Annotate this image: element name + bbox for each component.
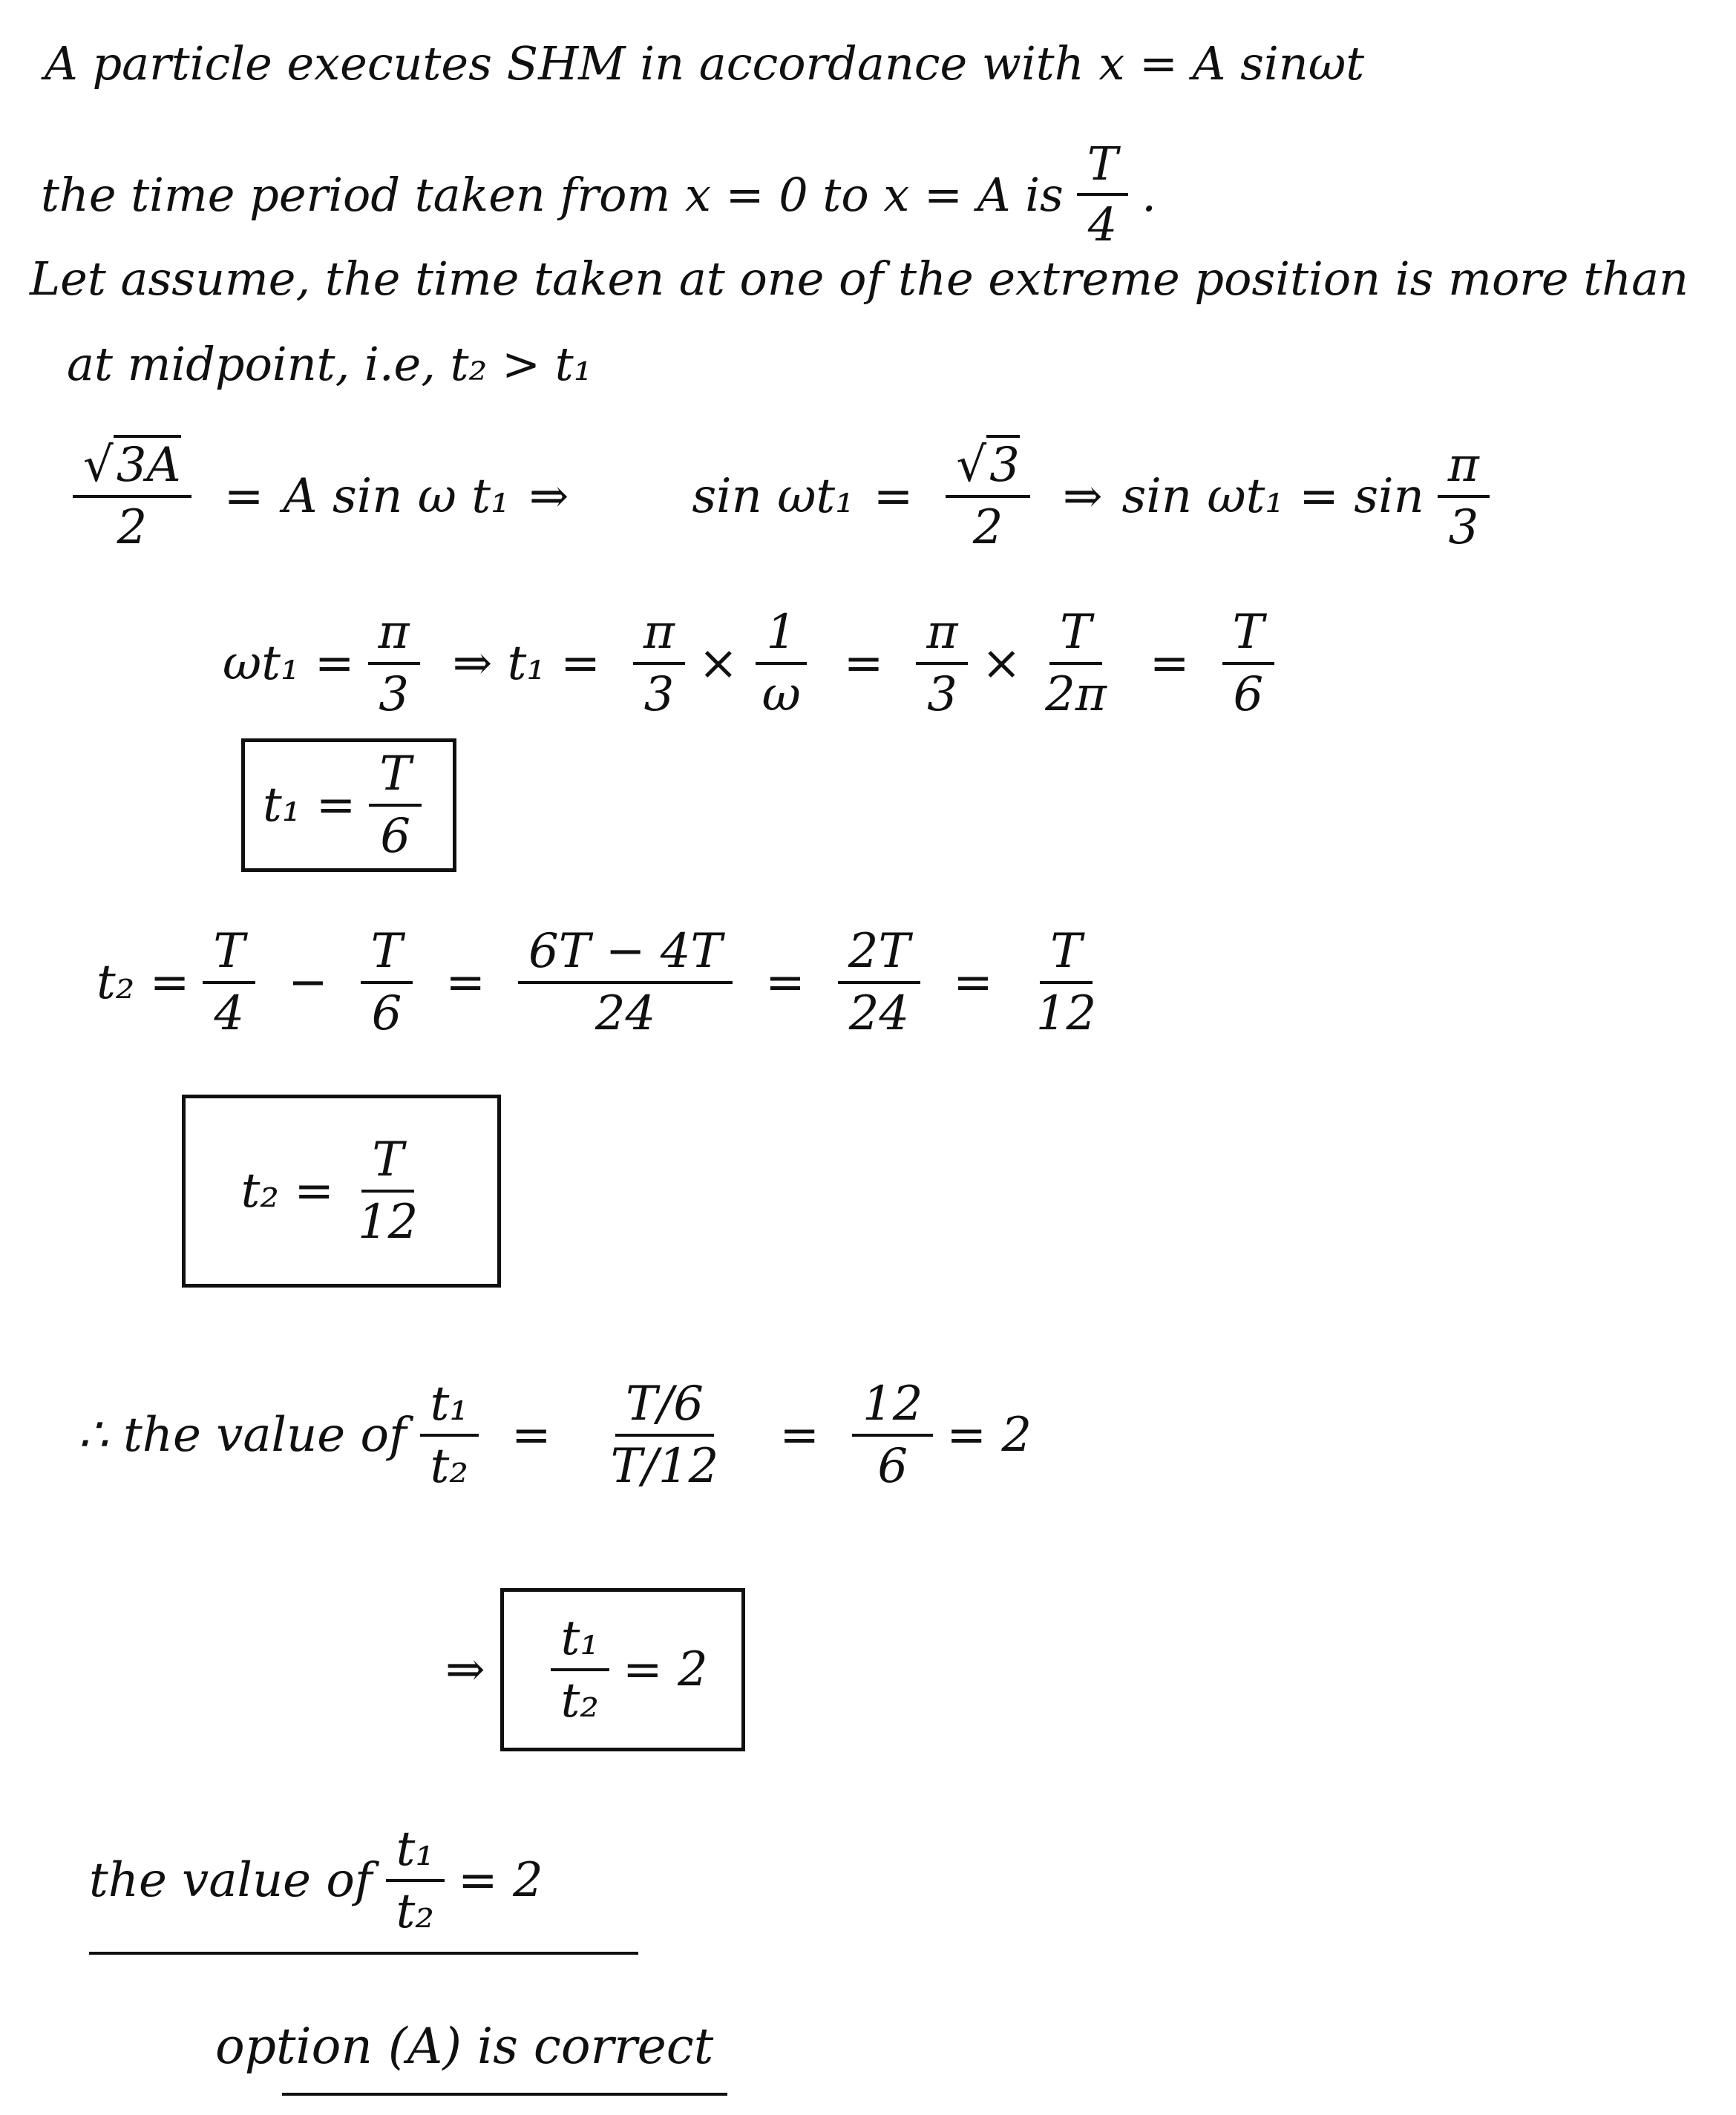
t2-equals: t₂ = (240, 1164, 334, 1219)
time-period-text: the time period taken from x = 0 to x = A is (41, 167, 1064, 222)
equals-two: = 2 (457, 1853, 543, 1908)
fraction-denominator: 24 (595, 986, 656, 1041)
t-over-2pi-fraction (1035, 605, 1117, 722)
equals-sign: = (953, 955, 993, 1010)
fraction-denominator: t₂ (396, 1884, 434, 1939)
t-over-12-fraction (1026, 924, 1107, 1041)
root3A-over-2-fraction (73, 438, 191, 555)
fraction-denominator: 6 (1233, 667, 1264, 722)
value-of-text: the value of (89, 1853, 373, 1908)
t2-result-box (182, 1095, 501, 1288)
fraction-denominator: 3 (1448, 500, 1479, 555)
implies-arrow: ⇒ (445, 1642, 485, 1697)
12-over-6-fraction (852, 1377, 933, 1494)
fraction-numerator: T (1222, 609, 1275, 665)
value-of-text: ∴ the value of (78, 1408, 407, 1463)
one-over-omega-fraction (752, 605, 811, 722)
times-sign: × (698, 636, 738, 691)
sin-wt1-equals-sin: sin ωt₁ = sin (1121, 469, 1424, 524)
fraction-numerator: T (361, 1136, 414, 1193)
fraction-denominator: 2 (117, 500, 148, 555)
fraction-numerator: T (369, 750, 422, 807)
fraction-numerator: π (368, 609, 420, 665)
implies-t1-equals: ⇒ t₁ = (452, 636, 600, 691)
equals-sign: = (223, 469, 264, 524)
equals-sign: = (779, 1408, 819, 1463)
equation-t1-derivation (223, 605, 1288, 722)
t1-over-t2-fraction (420, 1377, 479, 1494)
intro-line: A particle executes SHM in accordance with x = A sinωt (45, 36, 1365, 91)
time-period-line (41, 137, 1156, 252)
pi-over-3-fraction (368, 605, 420, 722)
t-over-6-fraction (1222, 605, 1275, 722)
fraction-denominator: 3 (379, 667, 409, 722)
final-underline-rule (282, 2093, 727, 2096)
fraction-numerator: √3 (946, 442, 1030, 498)
fraction-denominator: 3 (927, 667, 957, 722)
fraction-denominator: 12 (1035, 986, 1097, 1041)
minus-sign: − (288, 955, 328, 1010)
fraction-denominator: 6 (371, 986, 402, 1041)
implies-arrow: ⇒ (528, 469, 569, 524)
fraction-numerator: π (916, 609, 968, 665)
implies-arrow: ⇒ (1062, 469, 1103, 524)
t-over-6-fraction (369, 747, 422, 864)
equals-sign: = (873, 469, 914, 524)
fraction-numerator: π (633, 609, 685, 665)
fraction-numerator: T (1077, 141, 1128, 196)
underline-rule (89, 1952, 638, 1955)
final-answer: option (A) is correct (215, 2018, 714, 2075)
fraction-numerator: 12 (852, 1380, 933, 1437)
t6-over-t12-fraction (600, 1377, 730, 1494)
fraction-numerator: 1 (756, 609, 807, 665)
t2-equals: t₂ = (96, 955, 190, 1010)
wt1-equals: ωt₁ = (223, 636, 355, 691)
t1-equals: t₁ = (262, 778, 356, 833)
fraction-denominator: t₂ (430, 1439, 469, 1494)
fraction-numerator: t₁ (420, 1380, 479, 1437)
fraction-numerator: 2T (838, 928, 920, 984)
t-over-4-fraction (1077, 137, 1128, 252)
fraction-numerator: T (361, 928, 413, 984)
fraction-numerator: 6T − 4T (518, 928, 733, 984)
fraction-denominator: ω (761, 667, 801, 722)
fraction-numerator: t₁ (551, 1615, 609, 1671)
fraction-denominator: 2 (972, 500, 1003, 555)
difference-over-24-fraction (518, 924, 733, 1041)
t1-over-t2-fraction (551, 1611, 609, 1728)
t1-result-box (241, 738, 456, 872)
fraction-denominator: 4 (1087, 197, 1118, 252)
fraction-denominator: 6 (380, 809, 411, 864)
t-over-4-fraction (203, 924, 255, 1041)
fraction-denominator: 3 (643, 667, 675, 722)
equals-sign: = (843, 636, 884, 691)
root3-over-2-fraction (946, 438, 1030, 555)
equation-t2-derivation (96, 924, 1120, 1041)
fraction-numerator: T (1049, 609, 1102, 665)
fraction-numerator: T/6 (615, 1380, 714, 1437)
fraction-denominator: 4 (214, 986, 245, 1041)
fraction-denominator: t₂ (560, 1673, 599, 1728)
sin-wt1: sin ωt₁ (692, 469, 854, 524)
fraction-numerator: π (1438, 442, 1490, 498)
equals-sign: = (511, 1408, 551, 1463)
fraction-denominator: 24 (848, 986, 910, 1041)
equals-two: = 2 (622, 1642, 708, 1697)
pi-over-3-fraction (916, 605, 968, 722)
fraction-numerator: T (1040, 928, 1093, 984)
t-over-12-fraction (347, 1132, 428, 1250)
fraction-denominator: 2π (1045, 667, 1107, 722)
midpoint-line: at midpoint, i.e, t₂ > t₁ (67, 337, 592, 391)
2t-over-24-fraction (838, 924, 920, 1041)
fraction-denominator: 6 (877, 1439, 908, 1494)
equals-sign: = (445, 955, 485, 1010)
fraction-numerator: T (203, 928, 255, 984)
final-value-line (89, 1822, 543, 1939)
fraction-numerator: √3A (73, 442, 191, 498)
equals-sign: = (1149, 636, 1190, 691)
t-over-6-fraction (361, 924, 413, 1041)
equation-ratio (78, 1377, 1032, 1494)
pi-over-3-fraction (633, 605, 685, 722)
a-sin-wt1: A sin ω t₁ (283, 469, 510, 524)
fraction-denominator: T/12 (610, 1439, 719, 1494)
t1-over-t2-fraction (386, 1822, 445, 1939)
period-dot: . (1141, 167, 1156, 222)
equals-two: = 2 (946, 1408, 1032, 1463)
assumption-line: Let assume, the time taken at one of the extreme position is more than (30, 252, 1689, 306)
pi-over-3-fraction (1438, 438, 1490, 555)
fraction-denominator: 12 (357, 1195, 419, 1250)
ratio-result (445, 1588, 745, 1751)
equation-sin-wt1 (59, 438, 1503, 555)
times-sign: × (981, 636, 1022, 691)
ratio-result-box (500, 1588, 745, 1751)
fraction-numerator: t₁ (386, 1826, 445, 1882)
equals-sign: = (765, 955, 805, 1010)
